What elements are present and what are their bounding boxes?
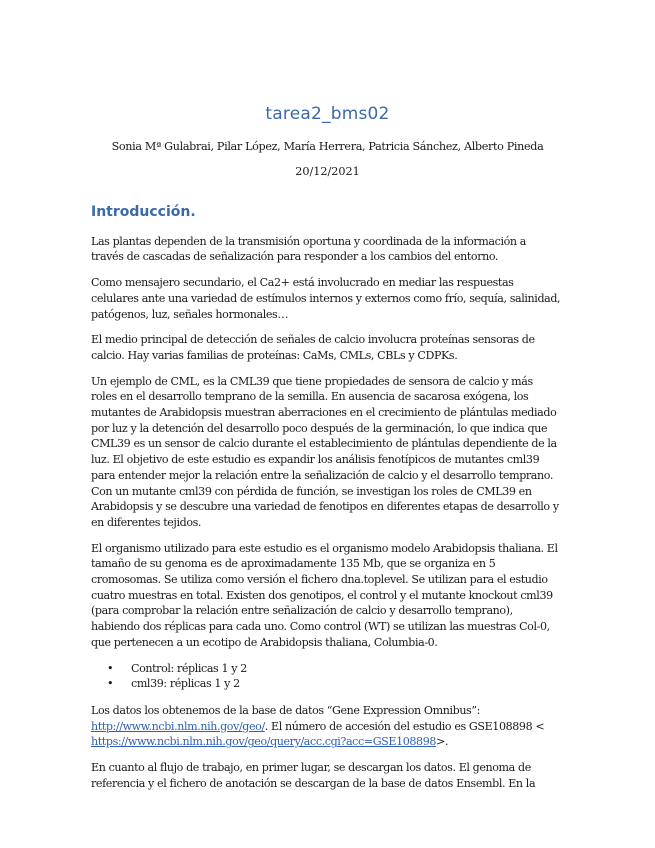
paragraph-2: Como mensajero secundario, el Ca2+ está involucrado en mediar las respuestas celulares ante una variedad de estímulos internos y externos como frío, sequía, salinidad, patógenos, luz, señales hormonales… (91, 276, 561, 321)
geo-link[interactable]: http://www.ncbi.nlm.nih.gov/geo/ (91, 719, 265, 733)
paragraph-6 (91, 703, 561, 750)
section-heading-introduccion: Introducción. (91, 204, 196, 220)
paragraph-7: En cuanto al flujo de trabajo, en primer lugar, se descargan los datos. El genoma de referencia y el fichero de anotación se descargan de la base de datos Ensembl. En la (91, 761, 536, 790)
list-item: • cml39: réplicas 1 y 2 (91, 676, 561, 692)
author-list: Sonia Mª Gulabrai, Pilar López, María Herrera, Patricia Sánchez, Alberto Pineda (111, 140, 544, 153)
paragraph-6-text: Los datos los obtenemos de la base de datos “Gene Expression Omnibus”: (91, 703, 480, 717)
document-date: 20/12/2021 (295, 165, 360, 178)
paragraph-3: El medio principal de detección de señales de calcio involucra proteínas sensoras de calcio. Hay varias familias de proteínas: CaMs, CMLs, CBLs y CDPKs. (91, 333, 535, 362)
paragraph-6-mid: . El número de accesión del estudio es GSE108898 < (264, 719, 545, 733)
paragraph-6-end: >. (436, 735, 449, 749)
paragraph-5: El organismo utilizado para este estudio es el organismo modelo Arabidopsis thaliana. El tamaño de su genoma es de aproximadamente 135 Mb, que se organiza en 5 cromosomas. Se utiliza como versión el fichero dna.toplevel. Se utilizan para el estudio cuatro muestras en total. Existen dos genotipos, el control y el mutante knockout cml39 (para comprobar la relación entre señalización de calcio y desarrollo temprano), habiendo dos réplicas para cada uno. Como control (WT) se utilizan las muestras Col-0, que pertenecen a un ecotipo de Arabidopsis thaliana, Columbia-0. (91, 541, 558, 649)
list-item: • Control: réplicas 1 y 2 (91, 661, 561, 677)
document-title: tarea2_bms02 (265, 104, 390, 124)
accession-link[interactable]: https://www.ncbi.nlm.nih.gov/geo/query/acc.cgi?acc=GSE108898 (91, 735, 437, 749)
document-body (91, 205, 561, 802)
paragraph-1: Las plantas dependen de la transmisión oportuna y coordinada de la información a través de cascadas de señalización para responder a los cambios del entorno. (91, 234, 526, 264)
sample-list (91, 661, 561, 692)
paragraph-4: Un ejemplo de CML, es la CML39 que tiene propiedades de sensora de calcio y más roles en el desarrollo temprano de la semilla. En ausencia de sacarosa exógena, los mutantes de Arabidopsis muestran aberraciones en el crecimiento de plántulas mediado por luz y la detención del desarrollo poco después de la germinación, lo que indica que CML39 es un sensor de calcio durante el establecimiento de plántulas dependiente de la luz. El objetivo de este estudio es expandir los análisis fenotípicos de mutantes cml39 para entender mejor la relación entre la señalización de calcio y el desarrollo temprano. Con un mutante cml39 con pérdida de función, se investigan los roles de CML39 en Arabidopsis y se descubre una variedad de fenotipos en diferentes etapas de desarrollo y en diferentes tejidos. (91, 374, 559, 529)
